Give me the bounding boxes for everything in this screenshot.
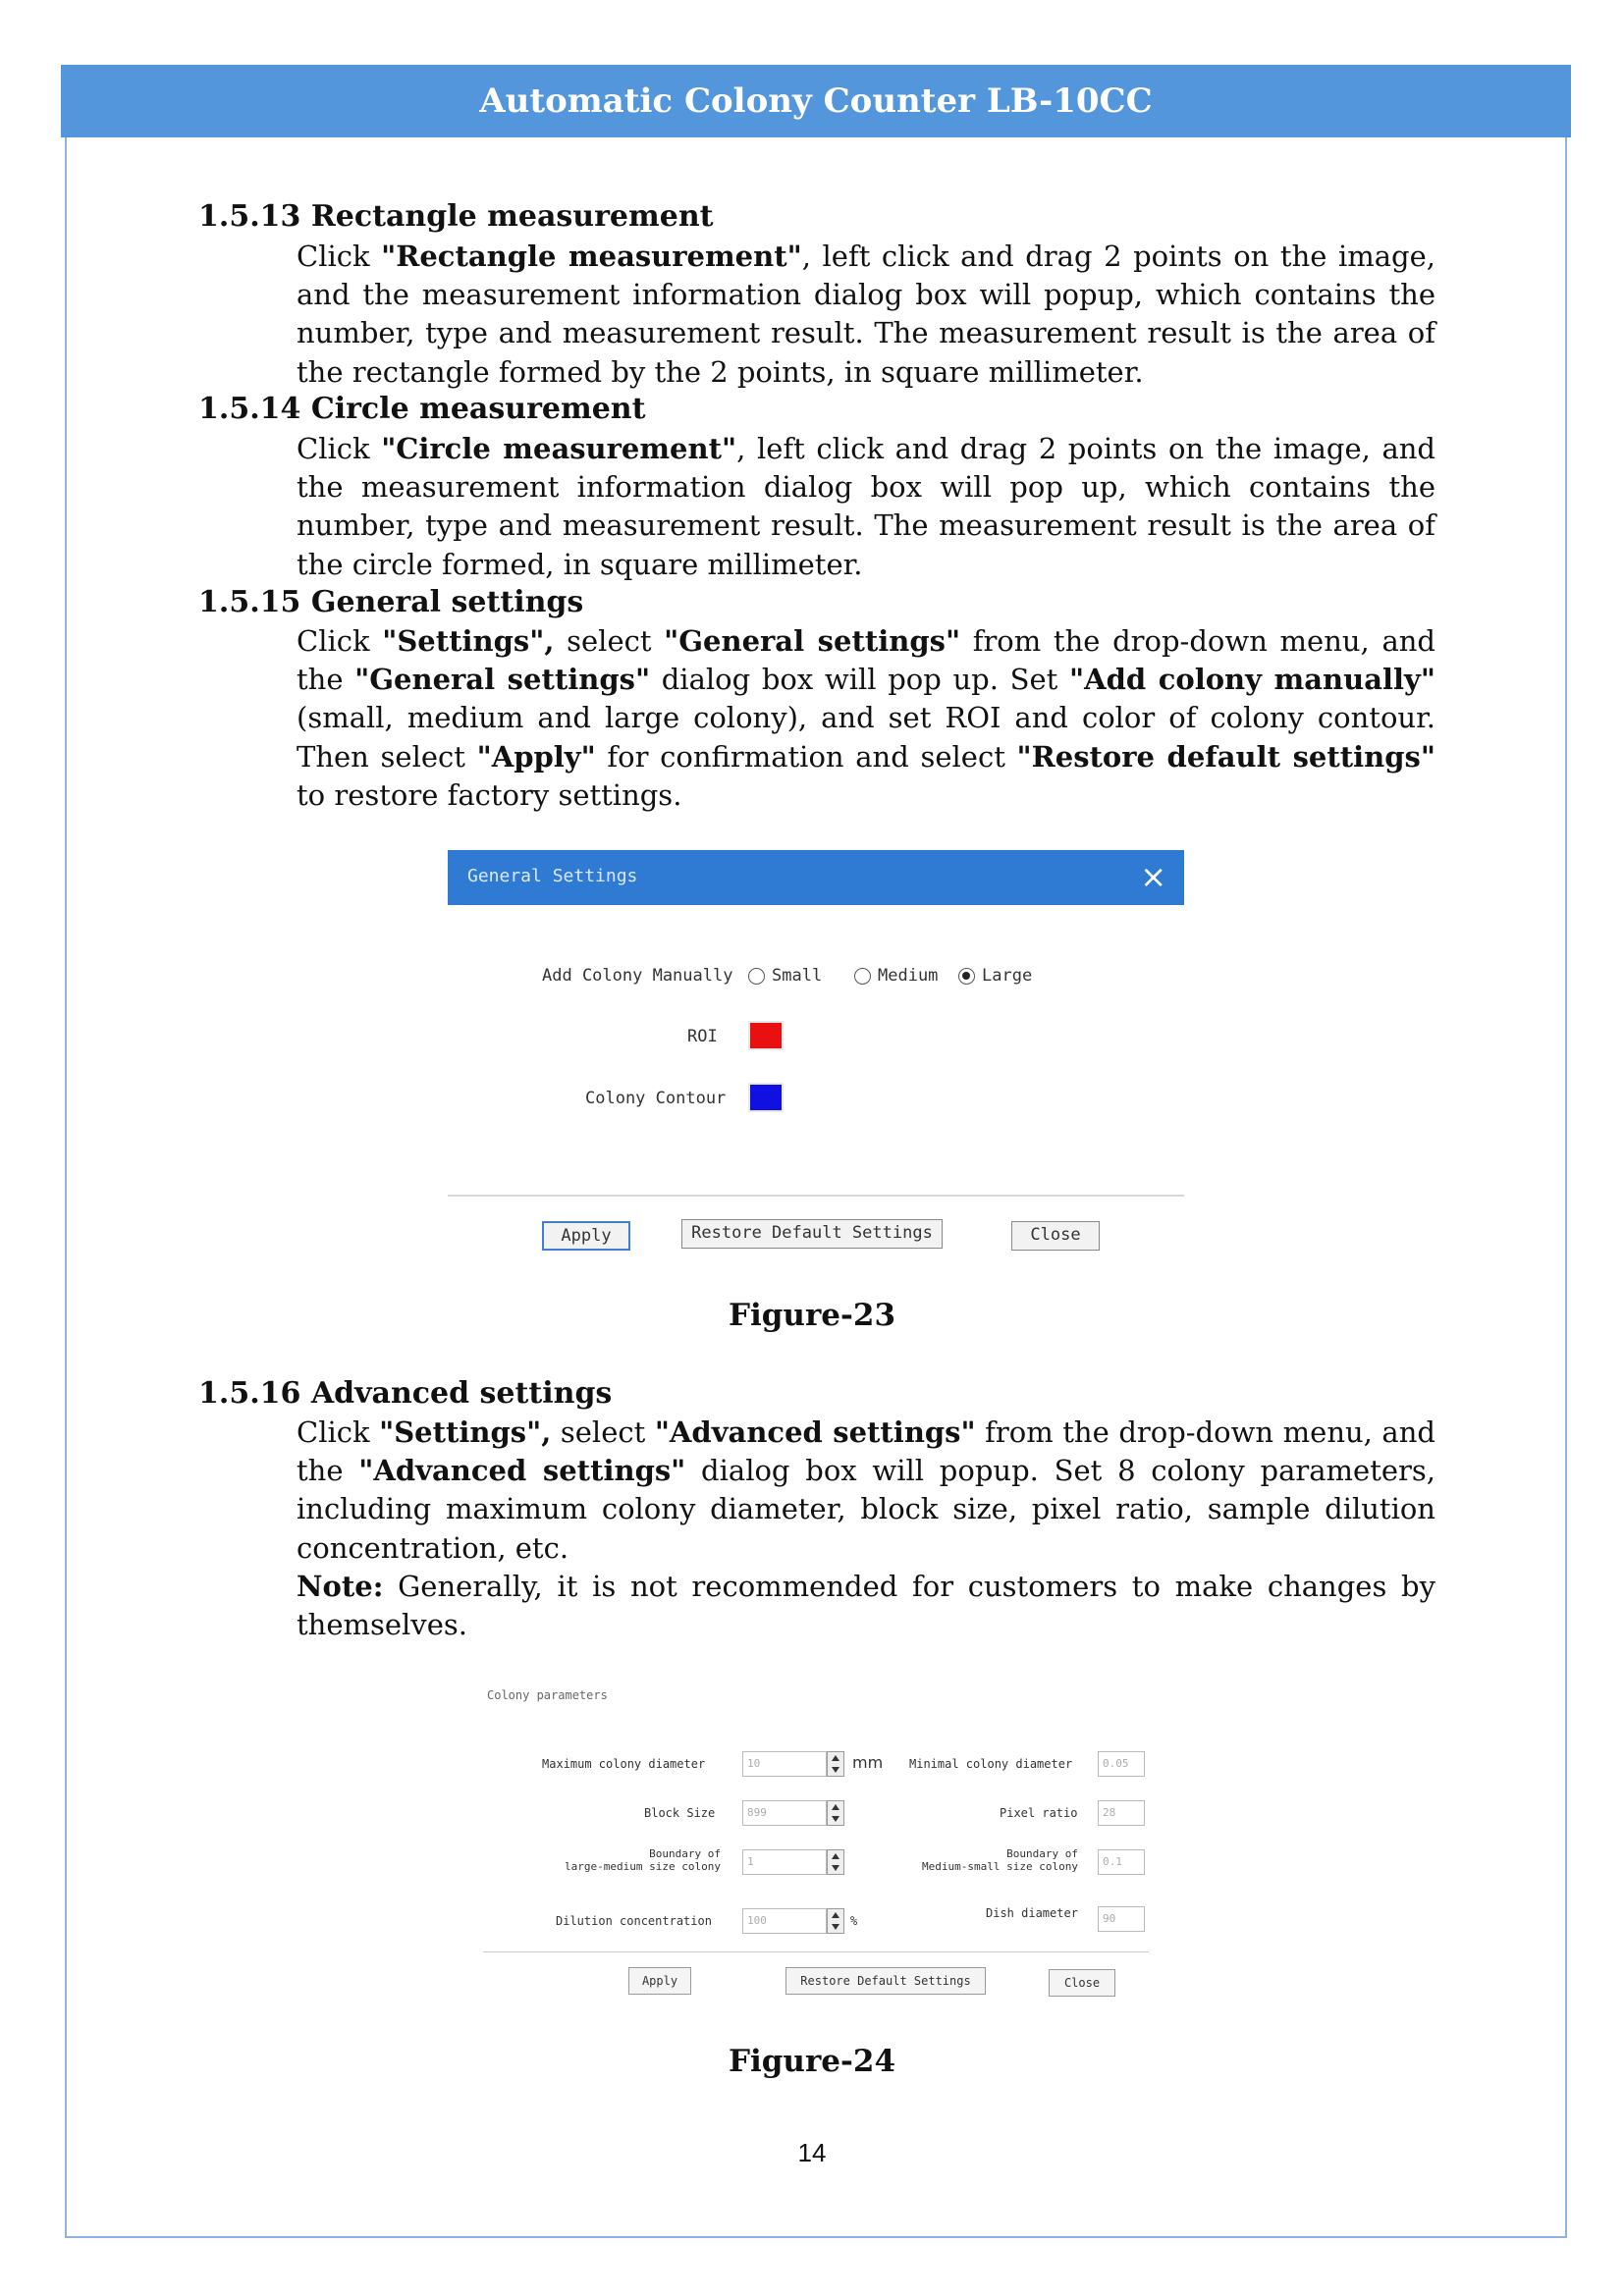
page-number: 14 [797,2138,827,2167]
colony-parameters-group-title: Colony parameters [487,1688,608,1702]
section-1-5-15-body: Click "Settings", select "General settings" from the drop-down menu, and the "General settings" dialog box will pop up. Set "Add colony manually" (small, medium and large colony), and set ROI and color of colony contour. Then select "Apply" for confirmation and select "Restore default settings" to restore factory settings. [297,624,1435,812]
section-1-5-16-body: Click "Settings", select "Advanced settings" from the drop-down menu, and the "Advanced settings" dialog box will popup. Set 8 colony parameters, including maximum colony diameter, block size, pixel ratio, sample dilution concentration, etc. [297,1415,1435,1565]
boundary-large-medium-label: Boundary of large-medium size colony [565,1847,721,1873]
document-header [61,65,1571,137]
close-icon[interactable]: × [1140,858,1166,895]
block-size-spinner-icon[interactable] [827,1800,844,1826]
restore-default-button[interactable]: Restore Default Settings [681,1219,943,1249]
max-diameter-label: Maximum colony diameter [542,1757,706,1771]
block-size-input[interactable]: 899 [742,1800,827,1826]
boundary-medium-small-label: Boundary of Medium-small size colony [922,1847,1078,1873]
general-settings-dialog [448,850,1184,1262]
close-button[interactable]: Close [1011,1221,1100,1251]
apply-button[interactable]: Apply [628,1967,691,1995]
roi-color-swatch[interactable] [748,1021,784,1050]
boundary-large-medium-input[interactable]: 1 [742,1849,827,1875]
boundary-large-medium-spinner-icon[interactable] [827,1849,844,1875]
dilution-unit: % [850,1914,858,1928]
dish-diameter-input[interactable]: 90 [1098,1906,1145,1932]
block-size-label: Block Size [644,1806,716,1820]
advanced-settings-panel [483,1675,1149,2004]
min-diameter-input[interactable]: 0.05 [1098,1751,1145,1777]
dilution-concentration-label: Dilution concentration [556,1914,712,1928]
section-1-5-13-title: 1.5.13 Rectangle measurement [198,199,714,234]
min-diameter-label: Minimal colony diameter [909,1757,1073,1771]
radio-small-label: Small [772,966,823,986]
section-1-5-16-title: 1.5.16 Advanced settings [198,1376,613,1411]
section-1-5-13-body: Click "Rectangle measurement", left click and drag 2 points on the image, and the measurement information dialog box will popup, which contains the number, type and measurement result. The measurement result is the area of the rectangle formed by the 2 points, in square millimeter. [297,240,1435,389]
dilution-spinner-icon[interactable] [827,1908,844,1934]
panel-divider [483,1951,1149,1952]
radio-medium[interactable] [854,968,871,985]
apply-button[interactable]: Apply [542,1221,630,1251]
figure-24-caption: Figure-24 [728,2044,896,2079]
section-1-5-15-title: 1.5.15 General settings [198,585,584,619]
section-1-5-16-note: Note: Generally, it is not recommended for customers to make changes by themselves. [297,1570,1435,1642]
dialog-divider [448,1195,1184,1197]
max-diameter-unit: mm [852,1753,884,1772]
roi-label: ROI [687,1027,718,1046]
dialog-titlebar [448,850,1184,905]
max-diameter-spinner-icon[interactable] [827,1751,844,1777]
max-diameter-input[interactable]: 10 [742,1751,827,1777]
restore-default-button[interactable]: Restore Default Settings [785,1967,986,1995]
radio-large-label: Large [982,966,1033,986]
colony-contour-label: Colony Contour [585,1089,727,1108]
radio-small[interactable] [748,968,765,985]
pixel-ratio-label: Pixel ratio [1000,1806,1078,1820]
dilution-concentration-input[interactable]: 100 [742,1908,827,1934]
close-button[interactable]: Close [1049,1969,1115,1997]
radio-large[interactable] [958,968,975,985]
contour-color-swatch[interactable] [748,1083,784,1112]
radio-medium-label: Medium [878,966,939,986]
section-1-5-14-body: Click "Circle measurement", left click and drag 2 points on the image, and the measurement information dialog box will pop up, which contains the number, type and measurement result. The measurement result is the area of the circle formed, in square millimeter. [297,432,1435,581]
section-1-5-14-title: 1.5.14 Circle measurement [198,392,646,426]
dish-diameter-label: Dish diameter [986,1906,1078,1920]
figure-23-caption: Figure-23 [728,1298,896,1333]
add-colony-manually-label: Add Colony Manually [542,966,733,986]
pixel-ratio-input[interactable]: 28 [1098,1800,1145,1826]
boundary-medium-small-input[interactable]: 0.1 [1098,1849,1145,1875]
header-title: Automatic Colony Counter LB-10CC [479,81,1153,121]
dialog-title: General Settings [467,866,638,886]
